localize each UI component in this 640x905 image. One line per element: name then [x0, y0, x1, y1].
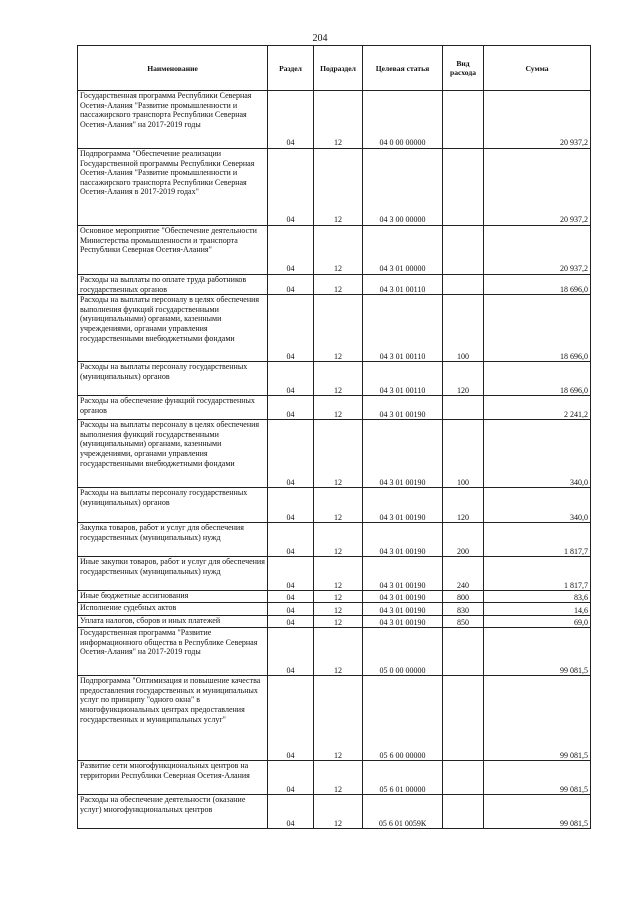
- cell-podrazdel: 12: [314, 420, 363, 488]
- cell-razdel: 04: [268, 488, 314, 523]
- cell-summa: 20 937,2: [484, 91, 591, 149]
- cell-statya: 04 3 01 00190: [363, 616, 443, 628]
- cell-podrazdel: 12: [314, 523, 363, 557]
- table-row: [78, 761, 591, 795]
- col-header-statya: Целевая статья: [363, 46, 443, 91]
- table-row: [78, 396, 591, 420]
- col-header-vid: Вид расхода: [443, 46, 484, 91]
- cell-vid: [443, 396, 484, 420]
- table-row: [78, 523, 591, 557]
- cell-podrazdel: 12: [314, 488, 363, 523]
- cell-summa: 2 241,2: [484, 396, 591, 420]
- cell-vid: 850: [443, 616, 484, 628]
- cell-name: Расходы на выплаты персоналу государственных (муниципальных) органов: [78, 488, 268, 523]
- cell-statya: 04 3 01 00190: [363, 523, 443, 557]
- cell-vid: 120: [443, 362, 484, 396]
- cell-summa: 69,0: [484, 616, 591, 628]
- cell-vid: [443, 149, 484, 226]
- cell-razdel: 04: [268, 603, 314, 616]
- cell-razdel: 04: [268, 523, 314, 557]
- cell-statya: 04 3 00 00000: [363, 149, 443, 226]
- cell-statya: 04 3 01 00110: [363, 275, 443, 295]
- cell-name: Исполнение судебных актов: [78, 603, 268, 616]
- cell-statya: 05 0 00 00000: [363, 628, 443, 676]
- cell-name: Государственная программа Республики Северная Осетия-Алания "Развитие промышленности и пассажирского транспорта Республики Северная Осетия-Алания" на 2017-2019 годы: [78, 91, 268, 149]
- cell-name: Подпрограмма "Оптимизация и повышение качества предоставления государственных и муниципальных услуг по принципу "одного окна" в многофункциональных центрах предоставления государственных и муниципальных услуг": [78, 676, 268, 761]
- cell-vid: 830: [443, 603, 484, 616]
- table-row: [78, 628, 591, 676]
- cell-name: Основное мероприятие "Обеспечение деятельности Министерства промышленности и транспорта Республики Северная Осетия-Алания": [78, 226, 268, 275]
- cell-name: Подпрограмма "Обеспечение реализации Государственной программы Республики Северная Осетия-Алания "Развитие промышленности и пассажирского транспорта Республики Северная Осетия-Алания в 2017-2019 годах": [78, 149, 268, 226]
- cell-name: Расходы на выплаты персоналу в целях обеспечения выполнения функций государственными (муниципальными) органами, казенными учреждениями, органами управления государственными внебюджетными фондами: [78, 295, 268, 362]
- cell-vid: [443, 628, 484, 676]
- cell-razdel: 04: [268, 676, 314, 761]
- cell-podrazdel: 12: [314, 362, 363, 396]
- cell-podrazdel: 12: [314, 603, 363, 616]
- cell-razdel: 04: [268, 761, 314, 795]
- col-header-podrazdel: Подраздел: [314, 46, 363, 91]
- cell-summa: 99 081,5: [484, 761, 591, 795]
- cell-name: Развитие сети многофункциональных центров на территории Республики Северная Осетия-Алания: [78, 761, 268, 795]
- cell-razdel: 04: [268, 420, 314, 488]
- cell-razdel: 04: [268, 616, 314, 628]
- table-row: [78, 149, 591, 226]
- cell-vid: [443, 275, 484, 295]
- cell-name: Уплата налогов, сборов и иных платежей: [78, 616, 268, 628]
- cell-razdel: 04: [268, 275, 314, 295]
- table-row: [78, 795, 591, 829]
- cell-statya: 04 0 00 00000: [363, 91, 443, 149]
- cell-summa: 99 081,5: [484, 676, 591, 761]
- cell-summa: 14,6: [484, 603, 591, 616]
- cell-razdel: 04: [268, 591, 314, 603]
- cell-summa: 18 696,0: [484, 295, 591, 362]
- cell-summa: 20 937,2: [484, 226, 591, 275]
- cell-vid: [443, 226, 484, 275]
- cell-statya: 04 3 01 00190: [363, 603, 443, 616]
- cell-razdel: 04: [268, 91, 314, 149]
- cell-razdel: 04: [268, 396, 314, 420]
- cell-razdel: 04: [268, 295, 314, 362]
- col-header-name: Наименование: [78, 46, 268, 91]
- cell-podrazdel: 12: [314, 795, 363, 829]
- cell-statya: 05 6 01 0059К: [363, 795, 443, 829]
- cell-summa: 20 937,2: [484, 149, 591, 226]
- cell-podrazdel: 12: [314, 91, 363, 149]
- cell-razdel: 04: [268, 149, 314, 226]
- cell-statya: 04 3 01 00110: [363, 362, 443, 396]
- table-row: [78, 226, 591, 275]
- table-row: [78, 295, 591, 362]
- table-row: [78, 275, 591, 295]
- cell-name: Расходы на обеспечение деятельности (оказание услуг) многофункциональных центров: [78, 795, 268, 829]
- cell-razdel: 04: [268, 795, 314, 829]
- cell-podrazdel: 12: [314, 591, 363, 603]
- cell-vid: [443, 91, 484, 149]
- budget-table: [77, 45, 591, 829]
- cell-podrazdel: 12: [314, 149, 363, 226]
- cell-summa: 1 817,7: [484, 557, 591, 591]
- cell-name: Расходы на выплаты по оплате труда работников государственных органов: [78, 275, 268, 295]
- cell-vid: [443, 795, 484, 829]
- cell-summa: 340,0: [484, 488, 591, 523]
- table-row: [78, 362, 591, 396]
- cell-statya: 04 3 01 00190: [363, 488, 443, 523]
- cell-podrazdel: 12: [314, 295, 363, 362]
- cell-name: Расходы на обеспечение функций государственных органов: [78, 396, 268, 420]
- cell-razdel: 04: [268, 628, 314, 676]
- cell-name: Расходы на выплаты персоналу в целях обеспечения выполнения функций государственными (муниципальными) органами, казенными учреждениями, органами управления государственными внебюджетными фондами: [78, 420, 268, 488]
- cell-vid: 100: [443, 295, 484, 362]
- cell-statya: 04 3 01 00190: [363, 396, 443, 420]
- cell-vid: [443, 761, 484, 795]
- col-header-razdel: Раздел: [268, 46, 314, 91]
- cell-statya: 04 3 01 00190: [363, 591, 443, 603]
- cell-summa: 18 696,0: [484, 275, 591, 295]
- table-row: [78, 616, 591, 628]
- cell-summa: 18 696,0: [484, 362, 591, 396]
- cell-razdel: 04: [268, 362, 314, 396]
- cell-vid: 200: [443, 523, 484, 557]
- cell-podrazdel: 12: [314, 275, 363, 295]
- cell-name: Иные закупки товаров, работ и услуг для обеспечения государственных (муниципальных) нужд: [78, 557, 268, 591]
- cell-statya: 05 6 00 00000: [363, 676, 443, 761]
- cell-podrazdel: 12: [314, 628, 363, 676]
- cell-vid: 240: [443, 557, 484, 591]
- cell-summa: 99 081,5: [484, 795, 591, 829]
- cell-summa: 99 081,5: [484, 628, 591, 676]
- table-row: [78, 488, 591, 523]
- cell-vid: 800: [443, 591, 484, 603]
- cell-vid: 120: [443, 488, 484, 523]
- cell-statya: 05 6 01 00000: [363, 761, 443, 795]
- cell-name: Государственная программа "Развитие информационного общества в Республике Северная Осетия-Алания" на 2017-2019 годы: [78, 628, 268, 676]
- table-row: [78, 557, 591, 591]
- cell-podrazdel: 12: [314, 676, 363, 761]
- cell-vid: 100: [443, 420, 484, 488]
- col-header-summa: Сумма: [484, 46, 591, 91]
- table-row: [78, 91, 591, 149]
- cell-podrazdel: 12: [314, 616, 363, 628]
- table-row: [78, 676, 591, 761]
- cell-podrazdel: 12: [314, 761, 363, 795]
- cell-summa: 83,6: [484, 591, 591, 603]
- cell-statya: 04 3 01 00000: [363, 226, 443, 275]
- cell-name: Закупка товаров, работ и услуг для обеспечения государственных (муниципальных) нужд: [78, 523, 268, 557]
- table-row: [78, 603, 591, 616]
- cell-statya: 04 3 01 00110: [363, 295, 443, 362]
- cell-podrazdel: 12: [314, 557, 363, 591]
- table-row: [78, 591, 591, 603]
- page-number: 204: [312, 33, 328, 44]
- table-row: [78, 420, 591, 488]
- cell-summa: 1 817,7: [484, 523, 591, 557]
- cell-statya: 04 3 01 00190: [363, 557, 443, 591]
- cell-razdel: 04: [268, 226, 314, 275]
- table-header-row: [78, 46, 591, 91]
- cell-name: Иные бюджетные ассигнования: [78, 591, 268, 603]
- cell-statya: 04 3 01 00190: [363, 420, 443, 488]
- cell-name: Расходы на выплаты персоналу государственных (муниципальных) органов: [78, 362, 268, 396]
- cell-vid: [443, 676, 484, 761]
- cell-podrazdel: 12: [314, 226, 363, 275]
- cell-podrazdel: 12: [314, 396, 363, 420]
- cell-razdel: 04: [268, 557, 314, 591]
- cell-summa: 340,0: [484, 420, 591, 488]
